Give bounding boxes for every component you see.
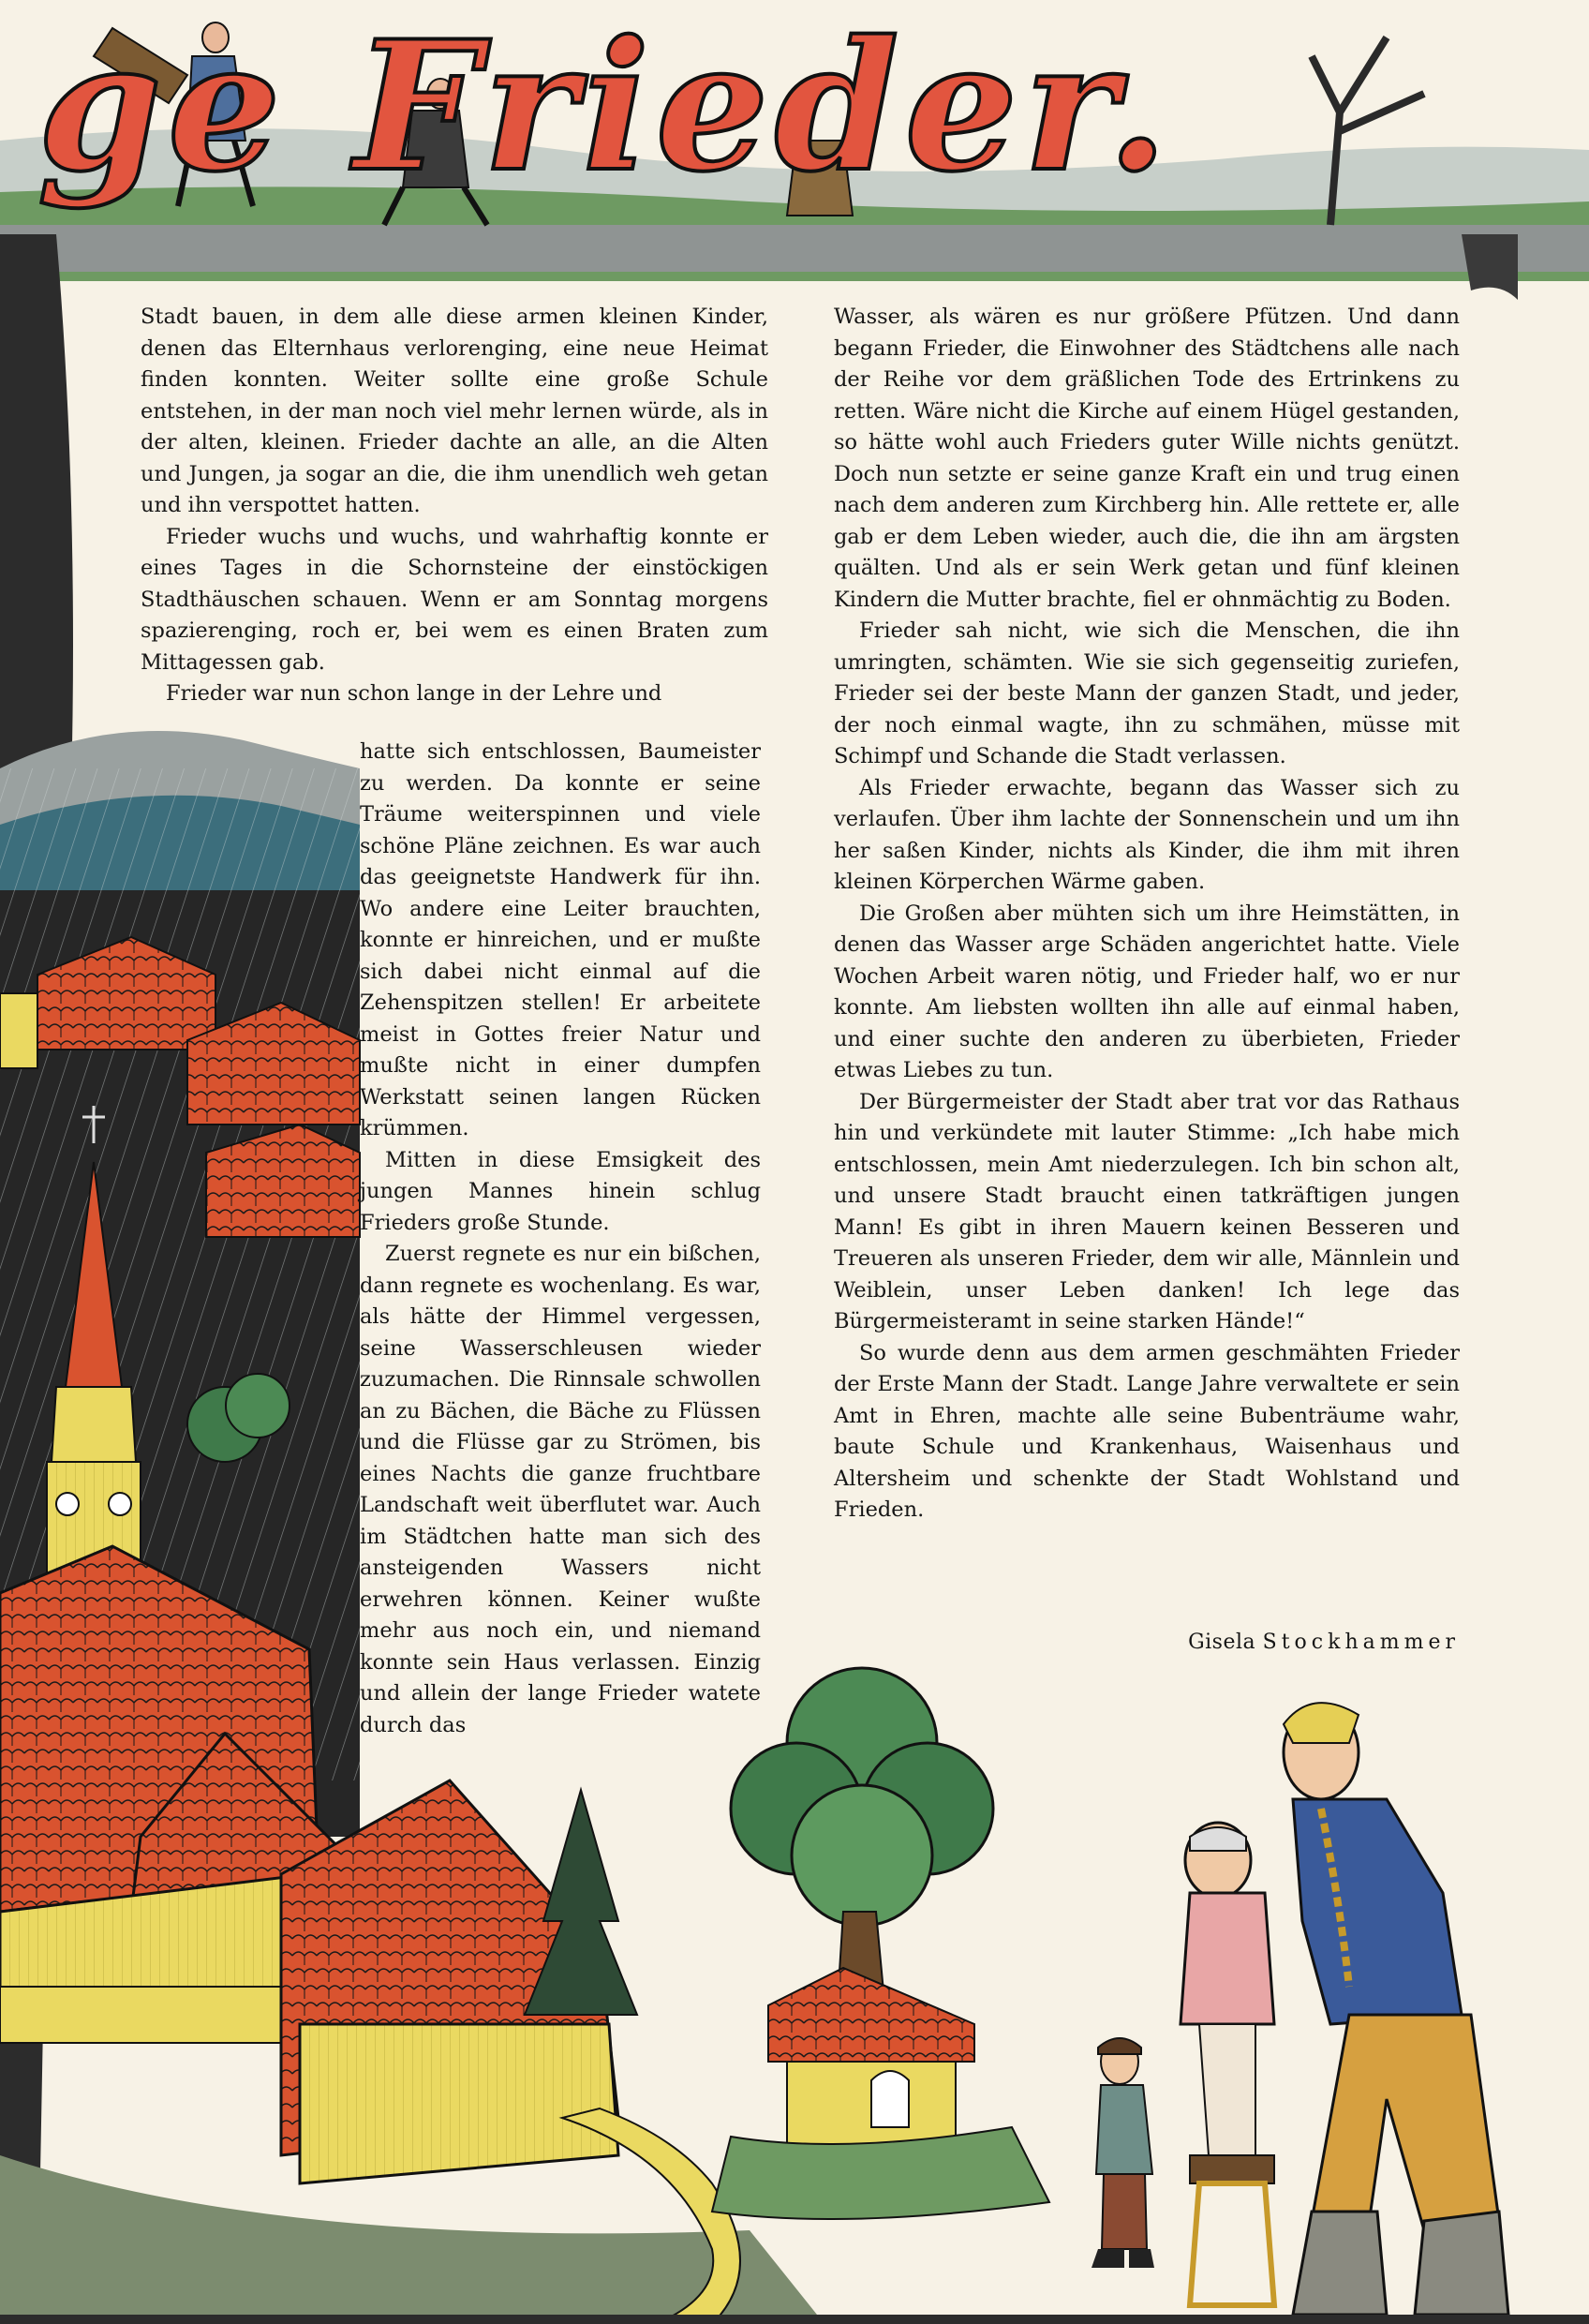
paragraph: Frieder sah nicht, wie sich die Menschen, die ihn umringten, schämten. Wie sie sich gegenseitig zuriefen, Frieder sei der beste Mann der ganzen Stadt, und jeder, der noch einmal wagte, ihn zu schmähen, müsse mit Schimpf und Schande die Stadt verlassen. xyxy=(834,618,1460,768)
paragraph: Mitten in diese Emsigkeit des jungen Mannes hinein schlug Frieders große Stunde. xyxy=(360,1147,761,1235)
child-figure-icon xyxy=(1092,2038,1154,2268)
header-title: ge Frieder. xyxy=(37,2,1175,211)
paragraph: Frieder wuchs und wuchs, und wahrhaftig konnte er eines Tages in die Schornsteine der einstöckigen Stadthäuschen schauen. Wenn er am Sonntag morgens spazierenging, roch er, bei wem es einen Braten zum Mittagessen gab. xyxy=(141,524,768,675)
article-column-right xyxy=(834,302,1460,1527)
paragraph: Stadt bauen, in dem alle diese armen kleinen Kinder, denen das Elternhaus verlorenging, eine neue Heimat finden konnten. Weiter sollte eine große Schule entstehen, in der man noch viel mehr lernen würde, als in der alten, kleinen. Frieder dachte an alle, an die Alten und Jungen, ja sogar an die, die ihm unendlich weh getan und ihn verspottet hatten. xyxy=(141,305,768,517)
paragraph: Frieder war nun schon lange in der Lehre und xyxy=(166,681,662,706)
paragraph: Die Großen aber mühten sich um ihre Heimstätten, in denen das Wasser arge Schäden angerichtet hatte. Viele Wochen Arbeit waren nötig, und Frieder half, wo er nur konnte. Am liebsten wollten ihn alle auf einmal haben, und einer suchte den anderen zu überbieten, Frieder etwas Liebes zu tun. xyxy=(834,901,1460,1082)
author-last-name: Stockhammer xyxy=(1262,1631,1460,1654)
article-column-left xyxy=(141,302,768,710)
clock-icon xyxy=(56,1493,79,1515)
paragraph: Wasser, als wären es nur größere Pfützen. Und dann begann Frieder, die Einwohner des Städtchens alle nach der Reihe vor dem gräßlichen Tode des Ertrinkens zu retten. Wäre nicht die Kirche auf einem Hügel gestanden, so hätte wohl auch Frieders guter Wille nichts genützt. Doch nun setzte er seine ganze Kraft ein und trug einen nach dem anderen zum Kirchberg hin. Alle rettete er, alle gab er dem Leben wieder, auch die, die ihn am ärgsten quälten. Und als er sein Werk getan und fünf kleinen Kindern die Mutter brachte, fiel er ohnmächtig zu Boden. xyxy=(834,305,1460,612)
paragraph: Als Frieder erwachte, begann das Wasser sich zu verlaufen. Über ihm lachte der Sonnenschein und um ihn her saßen Kinder, nichts als Kinder, die ihm mit ihren kleinen Körperchen Wärme gaben. xyxy=(834,775,1460,894)
small-house-icon xyxy=(768,1968,974,2146)
article-column-left-narrow xyxy=(360,737,761,1741)
mayor-frieder-scene xyxy=(1092,1703,1508,2315)
header-scene xyxy=(0,0,1589,281)
paragraph: So wurde denn aus dem armen geschmähten Frieder der Erste Mann der Stadt. Lange Jahre verwaltete er sein Amt in Ehren, machte alle seine Bubenträume wahr, baute Schule und Krankenhaus, Waisenhaus und Altersheim und schenkte der Stadt Wohlstand und Frieden. xyxy=(834,1340,1460,1522)
paragraph: Zuerst regnete es nur ein bißchen, dann regnete es wochenlang. Es war, als hätte der Himmel vergessen, seine Wasserschleusen wieder zuzumachen. Die Rinnsale schwollen an zu Bächen, die Bäche zu Flüssen und die Flüsse gar zu Strömen, bis eines Nachts die ganze fruchtbare Landschaft weit überflutet war. Auch im Städtchen hatte man sich des ansteigenden Wassers nicht erwehren können. Keiner wußte mehr aus noch ein, und niemand konnte sein Haus verlassen. Einzig und allein der lange Frieder watete durch das xyxy=(360,1242,761,1737)
frieder-figure-icon xyxy=(1284,1703,1508,2315)
paragraph: hatte sich entschlossen, Baumeister zu werden. Da konnte er seine Träume weiterspinnen und viele schöne Pläne zeichnen. Es war auch das geeignetste Handwerk für ihn. Wo andere eine Leiter brauchten, konnte er hinreichen, und er mußte sich dabei nicht einmal auf die Zehenspitzen stellen! Er arbeitete meist in Gottes freier Natur und mußte nicht in einer dumpfen Werkstatt seinen langen Rücken krümmen. xyxy=(360,739,761,1140)
author-first-name: Gisela xyxy=(1188,1631,1256,1654)
paragraph: Der Bürgermeister der Stadt aber trat vor das Rathaus hin und verkündete mit lauter Stimme: „Ich habe mich entschlossen, mein Amt niederzulegen. Ich bin schon alt, und unsere Stadt braucht einen tatkräftigen jungen Mann! Es gibt in ihren Mauern keinen Besseren und Treueren als unseren Frieder, dem wir alle, Männlein und Weiblein, unser Leben danken! Ich lege das Bürgermeisteramt in seine starken Hände!“ xyxy=(834,1089,1460,1333)
mayor-figure-icon xyxy=(1181,1823,1274,2305)
author-byline xyxy=(1077,1631,1460,1654)
